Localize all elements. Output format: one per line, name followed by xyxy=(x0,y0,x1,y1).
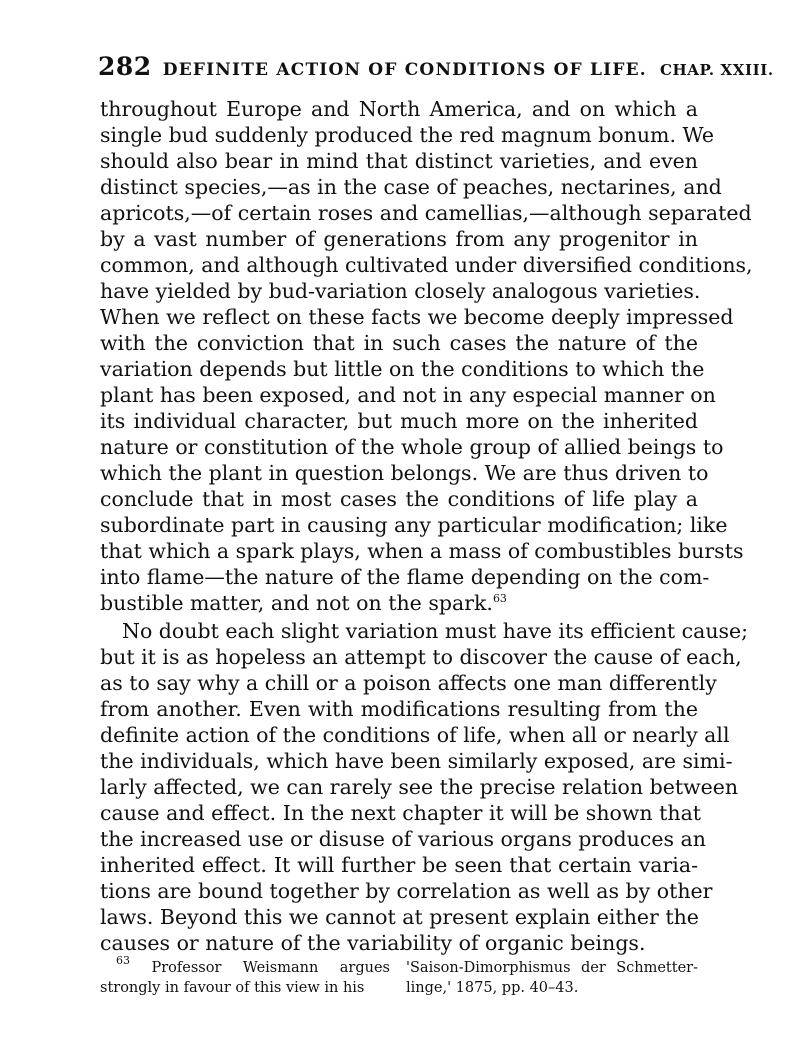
footnote-line xyxy=(100,954,390,978)
text-line: throughout Europe and North America, and on which a xyxy=(100,97,698,121)
page-number: 282 xyxy=(98,52,152,81)
text-line: plant has been exposed, and not in any especial manner on xyxy=(100,383,716,407)
text-line-content: bustible matter, and not on the spark. xyxy=(100,591,493,615)
text-line: should also bear in mind that distinct varieties, and even xyxy=(100,149,698,173)
text-line: with the conviction that in such cases the nature of the xyxy=(100,331,698,355)
text-line: have yielded by bud-variation closely analogous varieties. xyxy=(100,279,701,303)
text-line: cause and effect. In the next chapter it will be shown that xyxy=(100,801,702,825)
text-line: definite action of the conditions of life, when all or nearly all xyxy=(100,723,730,747)
footnote-right-column xyxy=(406,958,698,998)
text-line: distinct species,—as in the case of peaches, nectarines, and xyxy=(100,175,722,199)
footnote-number: 63 xyxy=(116,954,130,967)
text-line: laws. Beyond this we cannot at present explain either the xyxy=(100,905,699,929)
paragraph-1 xyxy=(100,96,753,616)
footnote-text: Professor Weismann argues xyxy=(151,960,390,976)
text-line: the increased use or disuse of various organs produces an xyxy=(100,827,706,851)
text-line: the individuals, which have been similarly exposed, are simi- xyxy=(100,749,733,773)
text-line: When we reflect on these facts we become deeply impressed xyxy=(100,305,734,329)
text-line: by a vast number of generations from any progenitor in xyxy=(100,227,698,251)
text-line: from another. Even with modifications resulting from the xyxy=(100,697,698,721)
text-line: inherited effect. It will further be seen that certain varia- xyxy=(100,853,698,877)
text-line: its individual character, but much more on the inherited xyxy=(100,409,698,433)
text-line: conclude that in most cases the conditions of life play a xyxy=(100,487,698,511)
text-line: which the plant in question belongs. We are thus driven to xyxy=(100,461,709,485)
footnote-reference[interactable]: 63 xyxy=(492,592,507,605)
text-line-last xyxy=(100,590,698,616)
text-line: subordinate part in causing any particular modification; like xyxy=(100,513,728,537)
text-line: larly affected, we can rarely see the precise relation between xyxy=(100,775,739,799)
running-header xyxy=(98,52,774,92)
text-line: as to say why a chill or a poison affects one man differently xyxy=(100,671,717,695)
footnote-left-column xyxy=(100,954,390,998)
text-line: common, and although cultivated under diversified conditions, xyxy=(100,253,753,277)
paragraph-2 xyxy=(100,618,749,956)
footnote xyxy=(100,954,698,998)
text-line: single bud suddenly produced the red magnum bonum. We xyxy=(100,123,715,147)
text-line: No doubt each slight variation must have its efficient cause; xyxy=(122,619,749,643)
text-line: but it is as hopeless an attempt to discover the cause of each, xyxy=(100,645,742,669)
text-line: variation depends but little on the conditions to which the xyxy=(100,357,705,381)
text-line: causes or nature of the variability of organic beings. xyxy=(100,931,646,955)
body-text xyxy=(100,96,753,956)
footnote-line: strongly in favour of this view in his xyxy=(100,980,365,996)
text-line: that which a spark plays, when a mass of combustibles bursts xyxy=(100,539,744,563)
text-line: nature or constitution of the whole group of allied beings to xyxy=(100,435,724,459)
text-line: into flame—the nature of the flame depending on the com- xyxy=(100,565,710,589)
text-line: tions are bound together by correlation as well as by other xyxy=(100,879,713,903)
text-line: apricots,—of certain roses and camellias,—although separated xyxy=(100,201,752,225)
running-title: DEFINITE ACTION OF CONDITIONS OF LIFE. xyxy=(162,60,647,80)
footnote-line: 'Saison-Dimorphismus der Schmetter- xyxy=(406,960,698,976)
footnote-line: linge,' 1875, pp. 40–43. xyxy=(406,980,579,996)
chapter-label: CHAP. XXIII. xyxy=(659,61,774,79)
